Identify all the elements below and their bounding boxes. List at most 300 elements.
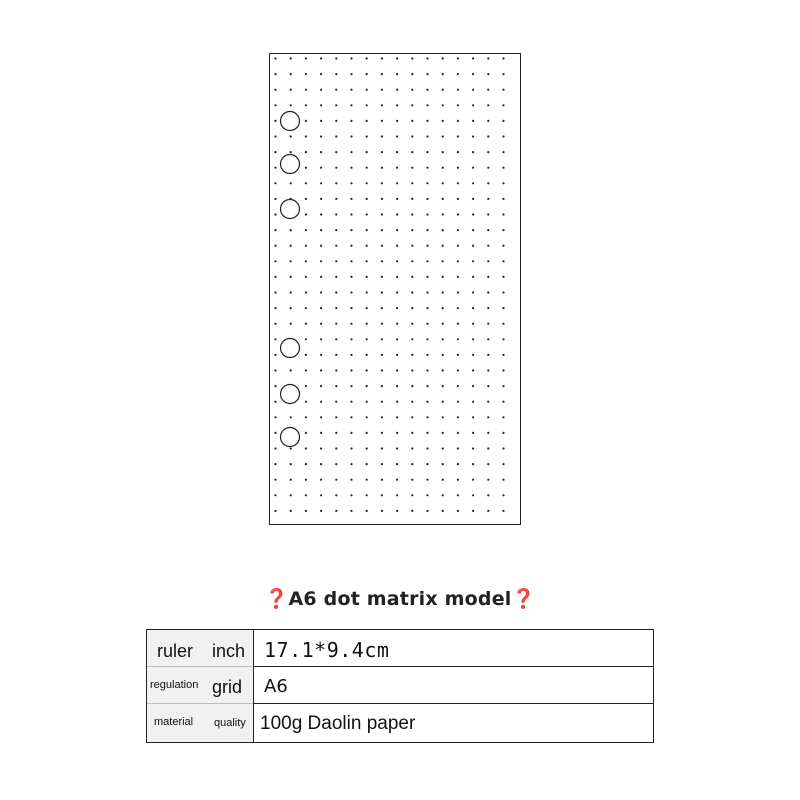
grid-dot bbox=[274, 213, 276, 215]
grid-dot bbox=[442, 447, 444, 449]
grid-dot bbox=[472, 120, 474, 122]
spec-value-format: A6 bbox=[264, 676, 288, 697]
grid-dot bbox=[366, 276, 368, 278]
grid-dot bbox=[396, 167, 398, 169]
grid-dot bbox=[502, 463, 504, 465]
grid-dot bbox=[274, 57, 276, 59]
grid-dot bbox=[502, 198, 504, 200]
grid-dot bbox=[381, 338, 383, 340]
grid-dot bbox=[320, 213, 322, 215]
grid-dot bbox=[335, 463, 337, 465]
grid-dot bbox=[472, 385, 474, 387]
grid-dot bbox=[305, 416, 307, 418]
grid-dot bbox=[350, 494, 352, 496]
grid-dot bbox=[426, 245, 428, 247]
grid-dot bbox=[320, 135, 322, 137]
grid-dot bbox=[502, 447, 504, 449]
grid-dot bbox=[411, 447, 413, 449]
grid-dot bbox=[442, 510, 444, 512]
grid-dot bbox=[411, 135, 413, 137]
grid-dot bbox=[487, 198, 489, 200]
grid-dot bbox=[274, 494, 276, 496]
grid-dot bbox=[320, 447, 322, 449]
grid-dot bbox=[442, 463, 444, 465]
grid-dot bbox=[457, 213, 459, 215]
grid-dot bbox=[274, 104, 276, 106]
grid-dot bbox=[396, 432, 398, 434]
grid-dot bbox=[487, 120, 489, 122]
grid-dot bbox=[335, 229, 337, 231]
grid-dot bbox=[305, 354, 307, 356]
grid-dot bbox=[457, 182, 459, 184]
grid-dot bbox=[335, 120, 337, 122]
grid-dot bbox=[502, 276, 504, 278]
grid-dot bbox=[320, 432, 322, 434]
grid-dot bbox=[442, 245, 444, 247]
grid-dot bbox=[290, 447, 292, 449]
grid-dot bbox=[411, 479, 413, 481]
grid-dot bbox=[411, 291, 413, 293]
grid-dot bbox=[502, 73, 504, 75]
grid-dot bbox=[411, 354, 413, 356]
spec-label-primary: regulation bbox=[150, 679, 199, 691]
grid-dot bbox=[396, 104, 398, 106]
grid-dot bbox=[411, 104, 413, 106]
grid-dot bbox=[457, 135, 459, 137]
grid-dot bbox=[457, 432, 459, 434]
grid-dot bbox=[426, 167, 428, 169]
grid-dot bbox=[350, 323, 352, 325]
grid-dot bbox=[350, 338, 352, 340]
grid-dot bbox=[472, 104, 474, 106]
spec-value-cell bbox=[253, 704, 653, 742]
grid-dot bbox=[457, 369, 459, 371]
grid-dot bbox=[487, 369, 489, 371]
grid-dot bbox=[457, 229, 459, 231]
spec-label-secondary: grid bbox=[212, 677, 243, 697]
grid-dot bbox=[290, 104, 292, 106]
grid-dot bbox=[411, 213, 413, 215]
spec-label-primary: material bbox=[154, 716, 194, 728]
grid-dot bbox=[274, 151, 276, 153]
grid-dot bbox=[396, 354, 398, 356]
spec-value-cell bbox=[253, 667, 653, 704]
grid-dot bbox=[502, 89, 504, 91]
grid-dot bbox=[335, 494, 337, 496]
grid-dot bbox=[487, 354, 489, 356]
grid-dot bbox=[457, 494, 459, 496]
grid-dot bbox=[502, 104, 504, 106]
grid-dot bbox=[502, 291, 504, 293]
grid-dot bbox=[290, 89, 292, 91]
spec-value-cell bbox=[253, 630, 653, 667]
grid-dot bbox=[502, 151, 504, 153]
grid-dot bbox=[320, 291, 322, 293]
grid-dot bbox=[426, 135, 428, 137]
grid-dot bbox=[487, 401, 489, 403]
grid-dot bbox=[350, 89, 352, 91]
grid-dot bbox=[487, 463, 489, 465]
grid-dot bbox=[442, 385, 444, 387]
grid-dot bbox=[305, 213, 307, 215]
grid-dot bbox=[502, 260, 504, 262]
grid-dot bbox=[274, 323, 276, 325]
grid-dot bbox=[381, 276, 383, 278]
binder-hole-icon bbox=[281, 155, 300, 174]
grid-dot bbox=[305, 291, 307, 293]
grid-dot bbox=[381, 245, 383, 247]
grid-dot bbox=[502, 307, 504, 309]
grid-dot bbox=[396, 338, 398, 340]
grid-dot bbox=[366, 89, 368, 91]
grid-dot bbox=[366, 323, 368, 325]
grid-dot bbox=[366, 432, 368, 434]
grid-dot bbox=[290, 369, 292, 371]
grid-dot bbox=[335, 432, 337, 434]
grid-dot bbox=[366, 104, 368, 106]
grid-dot bbox=[396, 151, 398, 153]
grid-dot bbox=[305, 385, 307, 387]
spec-label-secondary: quality bbox=[214, 717, 246, 729]
grid-dot bbox=[350, 354, 352, 356]
grid-dot bbox=[487, 73, 489, 75]
grid-dot bbox=[335, 338, 337, 340]
spec-label-cell bbox=[147, 630, 253, 667]
grid-dot bbox=[350, 198, 352, 200]
grid-dot bbox=[335, 323, 337, 325]
grid-dot bbox=[290, 307, 292, 309]
grid-dot bbox=[274, 307, 276, 309]
grid-dot bbox=[502, 479, 504, 481]
grid-dot bbox=[457, 463, 459, 465]
grid-dot bbox=[335, 73, 337, 75]
grid-dot bbox=[472, 213, 474, 215]
grid-dot bbox=[411, 260, 413, 262]
grid-dot bbox=[320, 276, 322, 278]
grid-dot bbox=[487, 494, 489, 496]
grid-dot bbox=[274, 135, 276, 137]
grid-dot bbox=[305, 198, 307, 200]
grid-dot bbox=[502, 401, 504, 403]
grid-dot bbox=[396, 182, 398, 184]
grid-dot bbox=[366, 245, 368, 247]
grid-dot bbox=[411, 229, 413, 231]
grid-dot bbox=[320, 494, 322, 496]
grid-dot bbox=[350, 307, 352, 309]
grid-dot bbox=[396, 120, 398, 122]
grid-dot bbox=[350, 57, 352, 59]
grid-dot bbox=[472, 229, 474, 231]
grid-dot bbox=[274, 229, 276, 231]
grid-dot bbox=[350, 385, 352, 387]
grid-dot bbox=[366, 463, 368, 465]
grid-dot bbox=[290, 510, 292, 512]
grid-dot bbox=[381, 198, 383, 200]
grid-dot bbox=[381, 416, 383, 418]
grid-dot bbox=[426, 276, 428, 278]
grid-dot bbox=[502, 369, 504, 371]
grid-dot bbox=[396, 416, 398, 418]
grid-dot bbox=[411, 57, 413, 59]
grid-dot bbox=[426, 198, 428, 200]
grid-dot bbox=[274, 463, 276, 465]
grid-dot bbox=[305, 276, 307, 278]
grid-dot bbox=[350, 510, 352, 512]
grid-dot bbox=[426, 73, 428, 75]
grid-dot bbox=[381, 104, 383, 106]
grid-dot bbox=[472, 307, 474, 309]
grid-dot bbox=[335, 260, 337, 262]
grid-dot bbox=[305, 167, 307, 169]
grid-dot bbox=[335, 182, 337, 184]
grid-dot bbox=[502, 135, 504, 137]
grid-dot bbox=[305, 245, 307, 247]
grid-dot bbox=[396, 245, 398, 247]
grid-dot bbox=[457, 307, 459, 309]
grid-dot bbox=[396, 510, 398, 512]
grid-dot bbox=[487, 291, 489, 293]
spec-label-cell bbox=[147, 704, 253, 742]
grid-dot bbox=[502, 182, 504, 184]
grid-dot bbox=[350, 432, 352, 434]
grid-dot bbox=[426, 463, 428, 465]
grid-dot bbox=[335, 245, 337, 247]
grid-dot bbox=[472, 369, 474, 371]
grid-dot bbox=[472, 182, 474, 184]
grid-dot bbox=[442, 104, 444, 106]
grid-dot bbox=[366, 291, 368, 293]
grid-dot bbox=[274, 369, 276, 371]
grid-dot bbox=[366, 307, 368, 309]
grid-dot bbox=[502, 213, 504, 215]
grid-dot bbox=[411, 198, 413, 200]
grid-dot bbox=[381, 120, 383, 122]
grid-dot bbox=[487, 135, 489, 137]
grid-dot bbox=[320, 120, 322, 122]
grid-dot bbox=[335, 369, 337, 371]
grid-dot bbox=[411, 182, 413, 184]
grid-dot bbox=[381, 463, 383, 465]
grid-dot bbox=[487, 182, 489, 184]
grid-dot bbox=[426, 104, 428, 106]
grid-dot bbox=[335, 354, 337, 356]
grid-dot bbox=[472, 463, 474, 465]
grid-dot bbox=[350, 447, 352, 449]
grid-dot bbox=[457, 276, 459, 278]
grid-dot bbox=[472, 198, 474, 200]
grid-dot bbox=[442, 89, 444, 91]
grid-dot bbox=[426, 432, 428, 434]
spec-row-format bbox=[147, 667, 653, 704]
grid-dot bbox=[442, 354, 444, 356]
grid-dot bbox=[442, 73, 444, 75]
grid-dot bbox=[426, 307, 428, 309]
grid-dot bbox=[381, 307, 383, 309]
grid-dot bbox=[350, 151, 352, 153]
grid-dot bbox=[502, 432, 504, 434]
grid-dot bbox=[290, 479, 292, 481]
grid-dot bbox=[335, 447, 337, 449]
grid-dot bbox=[381, 369, 383, 371]
grid-dot bbox=[274, 479, 276, 481]
grid-dot bbox=[472, 291, 474, 293]
grid-dot bbox=[350, 135, 352, 137]
grid-dot bbox=[411, 401, 413, 403]
grid-dot bbox=[350, 401, 352, 403]
spec-value-size: 17.1*9.4cm bbox=[264, 638, 390, 662]
grid-dot bbox=[290, 135, 292, 137]
grid-dot bbox=[472, 494, 474, 496]
grid-dot bbox=[411, 369, 413, 371]
grid-dot bbox=[426, 89, 428, 91]
grid-dot bbox=[442, 57, 444, 59]
grid-dot bbox=[442, 182, 444, 184]
grid-dot bbox=[457, 385, 459, 387]
grid-dot bbox=[396, 369, 398, 371]
grid-dot bbox=[487, 104, 489, 106]
grid-dot bbox=[350, 276, 352, 278]
grid-dot bbox=[502, 323, 504, 325]
grid-dot bbox=[305, 338, 307, 340]
grid-dot bbox=[411, 432, 413, 434]
grid-dot bbox=[502, 385, 504, 387]
grid-dot bbox=[320, 338, 322, 340]
grid-dot bbox=[426, 385, 428, 387]
grid-dot bbox=[426, 213, 428, 215]
grid-dot bbox=[290, 182, 292, 184]
spec-table bbox=[146, 629, 654, 743]
grid-dot bbox=[396, 307, 398, 309]
grid-dot bbox=[274, 447, 276, 449]
grid-dot bbox=[487, 323, 489, 325]
grid-dot bbox=[335, 291, 337, 293]
grid-dot bbox=[502, 510, 504, 512]
grid-dot bbox=[305, 151, 307, 153]
grid-dot bbox=[487, 167, 489, 169]
grid-dot bbox=[426, 401, 428, 403]
product-title: ❓A6 dot matrix model❓ bbox=[264, 588, 536, 610]
grid-dot bbox=[396, 276, 398, 278]
grid-dot bbox=[366, 338, 368, 340]
grid-dot bbox=[305, 229, 307, 231]
grid-dot bbox=[426, 479, 428, 481]
grid-dot bbox=[457, 401, 459, 403]
grid-dot bbox=[381, 151, 383, 153]
grid-dot bbox=[487, 479, 489, 481]
grid-dot bbox=[442, 229, 444, 231]
grid-dot bbox=[305, 120, 307, 122]
grid-dot bbox=[411, 463, 413, 465]
grid-dot bbox=[274, 89, 276, 91]
dot-grid-graphic bbox=[270, 54, 522, 526]
grid-dot bbox=[366, 479, 368, 481]
grid-dot bbox=[457, 479, 459, 481]
grid-dot bbox=[502, 57, 504, 59]
grid-dot bbox=[472, 416, 474, 418]
grid-dot bbox=[274, 416, 276, 418]
grid-dot bbox=[366, 385, 368, 387]
grid-dot bbox=[366, 401, 368, 403]
grid-dot bbox=[487, 57, 489, 59]
grid-dot bbox=[502, 494, 504, 496]
grid-dot bbox=[457, 510, 459, 512]
grid-dot bbox=[350, 167, 352, 169]
grid-dot bbox=[381, 57, 383, 59]
grid-dot bbox=[472, 510, 474, 512]
grid-dot bbox=[305, 57, 307, 59]
grid-dot bbox=[335, 510, 337, 512]
grid-dot bbox=[457, 57, 459, 59]
grid-dot bbox=[381, 447, 383, 449]
grid-dot bbox=[411, 307, 413, 309]
grid-dot bbox=[411, 245, 413, 247]
grid-dot bbox=[487, 447, 489, 449]
grid-dot bbox=[442, 291, 444, 293]
grid-dot bbox=[487, 89, 489, 91]
grid-dot bbox=[457, 447, 459, 449]
grid-dot bbox=[457, 151, 459, 153]
grid-dot bbox=[350, 291, 352, 293]
grid-dot bbox=[442, 135, 444, 137]
grid-dot bbox=[366, 198, 368, 200]
grid-dot bbox=[366, 182, 368, 184]
spec-row-material bbox=[147, 704, 653, 742]
grid-dot bbox=[487, 245, 489, 247]
grid-dot bbox=[274, 354, 276, 356]
grid-dot bbox=[442, 432, 444, 434]
grid-dot bbox=[290, 245, 292, 247]
grid-dot bbox=[457, 89, 459, 91]
grid-dot bbox=[335, 401, 337, 403]
grid-dot bbox=[396, 57, 398, 59]
grid-dot bbox=[411, 510, 413, 512]
grid-dot bbox=[290, 463, 292, 465]
grid-dot bbox=[381, 89, 383, 91]
grid-dot bbox=[366, 354, 368, 356]
grid-dot bbox=[320, 89, 322, 91]
grid-dot bbox=[472, 89, 474, 91]
grid-dot bbox=[442, 213, 444, 215]
grid-dot bbox=[487, 432, 489, 434]
binder-hole-icon bbox=[281, 200, 300, 219]
grid-dot bbox=[274, 510, 276, 512]
grid-dot bbox=[335, 135, 337, 137]
grid-dot bbox=[487, 307, 489, 309]
binder-hole-icon bbox=[281, 428, 300, 447]
grid-dot bbox=[426, 510, 428, 512]
grid-dot bbox=[442, 401, 444, 403]
grid-dot bbox=[366, 260, 368, 262]
grid-dot bbox=[305, 494, 307, 496]
spec-label-secondary: inch bbox=[212, 641, 246, 661]
grid-dot bbox=[305, 479, 307, 481]
grid-dot bbox=[426, 57, 428, 59]
grid-dot bbox=[472, 57, 474, 59]
grid-dot bbox=[350, 369, 352, 371]
grid-dot bbox=[366, 229, 368, 231]
grid-dot bbox=[396, 463, 398, 465]
grid-dot bbox=[320, 307, 322, 309]
grid-dot bbox=[381, 385, 383, 387]
grid-dot bbox=[426, 323, 428, 325]
grid-dot bbox=[274, 198, 276, 200]
grid-dot bbox=[411, 120, 413, 122]
grid-dot bbox=[457, 120, 459, 122]
grid-dot bbox=[502, 120, 504, 122]
grid-dot bbox=[274, 245, 276, 247]
binder-hole-icon bbox=[281, 112, 300, 131]
grid-dot bbox=[472, 245, 474, 247]
